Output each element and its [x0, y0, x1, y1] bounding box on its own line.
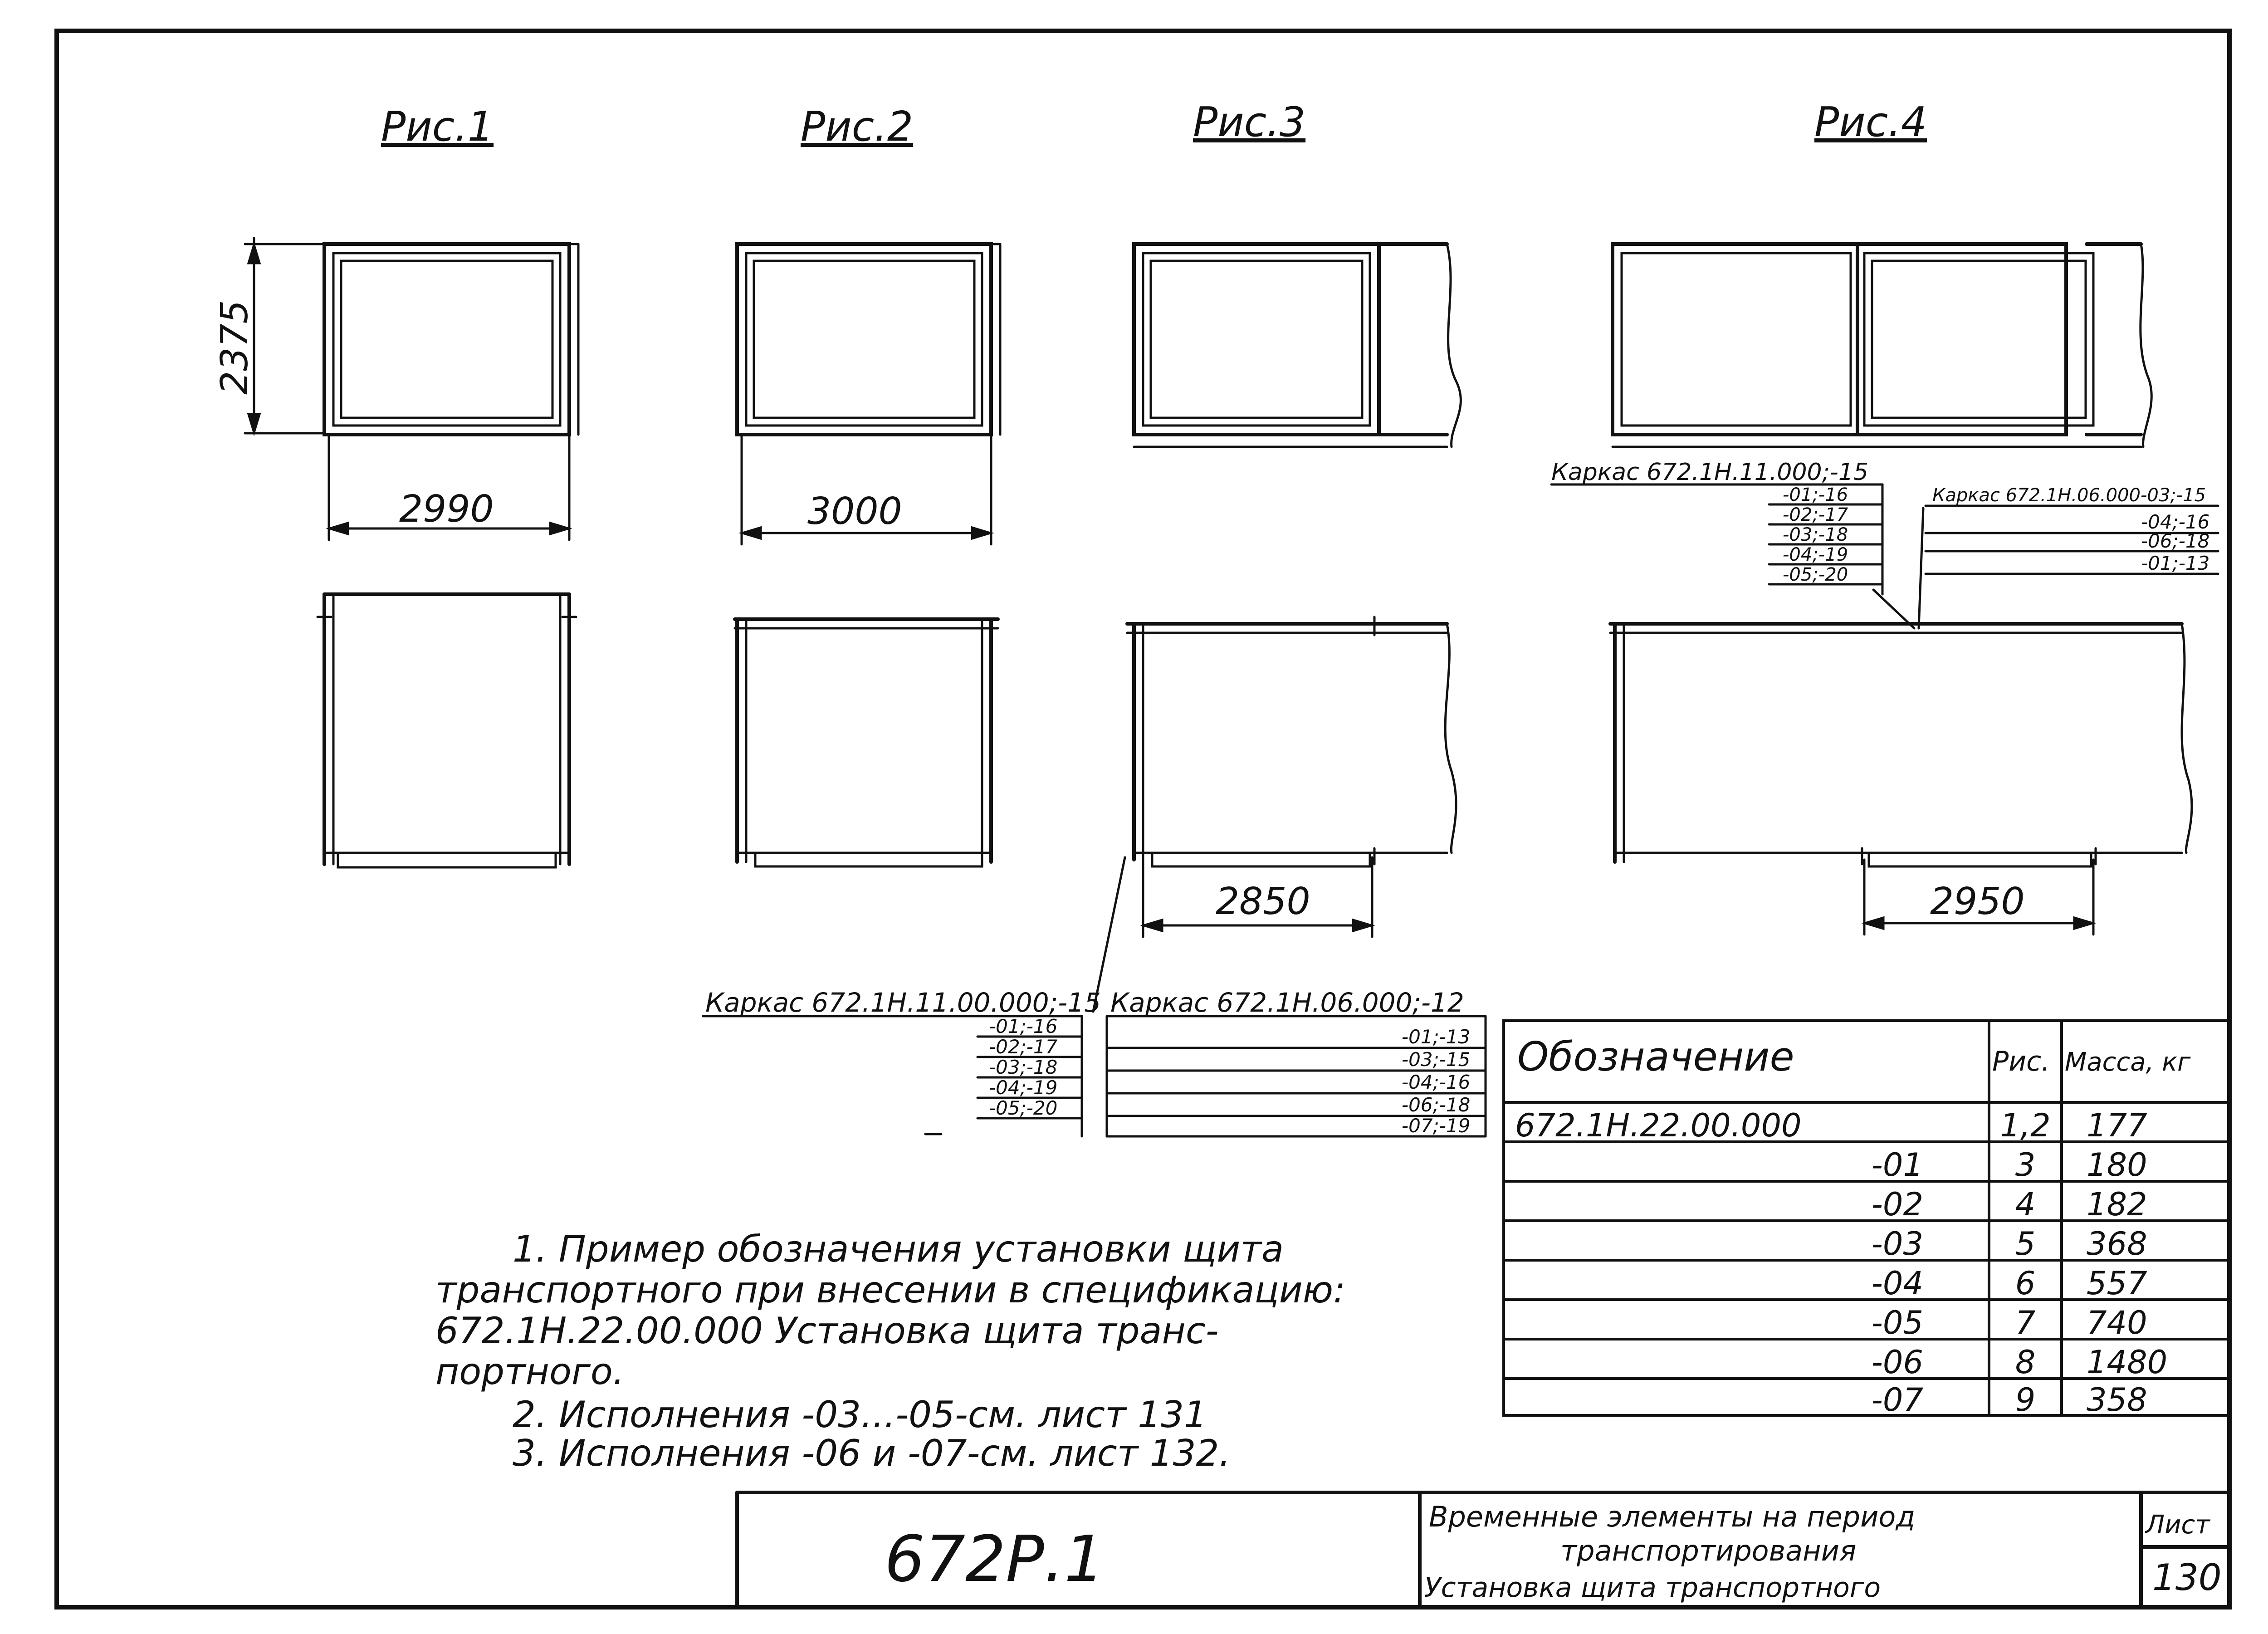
fig4-label: Рис.4 [1814, 98, 1927, 146]
fig1-height-value: 2375 [213, 300, 256, 395]
sheet-number: 130 [2152, 1556, 2222, 1599]
fig2-plan [735, 619, 998, 866]
fig4-callout-right-title: Каркас 672.1Н.06.000-03;-15 [1932, 485, 2206, 506]
fig3-callout-right-title: Каркас 672.1Н.06.000;-12 [1110, 987, 1464, 1018]
fig1-elevation [324, 244, 578, 435]
table-row-fig: 4 [2015, 1186, 2036, 1223]
fig3-width-value: 2850 [1216, 880, 1310, 923]
fig3-callout-right-line: -01;-13 [1402, 1026, 1471, 1048]
title-line-2: транспортирования [1560, 1534, 1857, 1567]
fig1-label: Рис.1 [381, 103, 494, 151]
table-row-designation: -05 [1871, 1304, 1923, 1341]
table-row-mass: 182 [2087, 1186, 2147, 1223]
sheet-label: Лист [2146, 1510, 2210, 1540]
table-row-mass: 368 [2087, 1225, 2147, 1262]
fig3-callout-left-line: -02;-17 [989, 1036, 1058, 1058]
fig3-callout-right-line: -06;-18 [1402, 1094, 1471, 1116]
fig4-width-value: 2950 [1930, 880, 2025, 923]
table-row-fig: 3 [2015, 1146, 2036, 1184]
fig3-callout-left-line: -05;-20 [989, 1097, 1058, 1119]
fig3-callout-left-line: -01;-16 [989, 1015, 1058, 1037]
table-row-designation: -07 [1871, 1381, 1923, 1419]
table-row-designation: -06 [1871, 1344, 1923, 1381]
fig3-callout-right-line: -04;-16 [1402, 1071, 1471, 1093]
table-header-fig: Рис. [1992, 1046, 2050, 1077]
drawing-code: 672Р.1 [885, 1522, 1105, 1596]
table-row-fig: 1,2 [2000, 1107, 2051, 1144]
fig4-callout-left-line: -05;-20 [1783, 564, 1848, 585]
title-line-1: Временные элементы на период [1429, 1500, 1916, 1533]
table-row-designation: -02 [1871, 1186, 1923, 1223]
table-row-designation: 672.1Н.22.00.000 [1515, 1107, 1802, 1144]
note-line: 672.1Н.22.00.000 Установка щита транс- [435, 1310, 1219, 1352]
table-header-designation: Обозначение [1517, 1033, 1794, 1080]
fig3-callout-left-title: Каркас 672.1Н.11.00.000;-15 [705, 987, 1101, 1018]
table-row-mass: 358 [2087, 1381, 2147, 1419]
fig3-callout-left-line: -04;-19 [989, 1076, 1058, 1099]
note-line: 1. Пример обозначения установки щита [513, 1228, 1284, 1270]
table-row-mass: 1480 [2087, 1344, 2168, 1381]
table-row-designation: -04 [1871, 1265, 1923, 1302]
fig2-elevation [737, 244, 1000, 435]
fig2-label: Рис.2 [801, 103, 914, 151]
fig4-callout-left-line: -02;-17 [1783, 504, 1848, 525]
note-line: транспортного при внесении в спецификацию: [435, 1269, 1346, 1311]
fig1-height-dimension [245, 238, 322, 433]
fig1-width-value: 2990 [399, 488, 494, 531]
table-row-mass: 740 [2087, 1304, 2147, 1341]
table-row-fig: 9 [2015, 1381, 2036, 1419]
title-line-3: Установка щита транспортного [1424, 1572, 1881, 1604]
table-row-fig: 6 [2015, 1265, 2036, 1302]
fig4-callout-right-line: -06;-18 [2141, 530, 2210, 552]
fig3-elevation [1134, 244, 1461, 447]
fig4-callout-left-title: Каркас 672.1Н.11.000;-15 [1551, 459, 1869, 486]
table-row-mass: 177 [2087, 1107, 2147, 1144]
table-row-fig: 8 [2015, 1344, 2036, 1381]
fig4-callout-left-line: -03;-18 [1783, 524, 1848, 545]
fig2-width-value: 3000 [807, 490, 902, 533]
note-line: 2. Исполнения -03...-05-см. лист 131 [513, 1394, 1207, 1436]
fig4-leader-right [1919, 508, 1923, 628]
fig1-plan [318, 594, 576, 867]
fig3-plan [1127, 617, 1456, 866]
table-row-fig: 7 [2015, 1304, 2036, 1341]
fig4-callout-left-line: -04;-19 [1783, 544, 1848, 565]
fig4-callout-left-line: -01;-16 [1783, 484, 1848, 505]
fig4-callout-right-line: -04;-16 [2141, 511, 2210, 533]
table-row-mass: 557 [2087, 1265, 2147, 1302]
fig4-elevation [1613, 244, 2151, 447]
table-row-fig: 5 [2015, 1225, 2036, 1262]
note-line: 3. Исполнения -06 и -07-см. лист 132. [513, 1432, 1231, 1474]
table-header-mass: Масса, кг [2065, 1047, 2191, 1077]
fig4-callout-right-line: -01;-13 [2141, 552, 2210, 574]
note-line: портного. [435, 1350, 625, 1393]
table-row-mass: 180 [2087, 1146, 2147, 1184]
fig3-callout-left-line: -03;-18 [989, 1056, 1058, 1078]
fig3-callout-right-line: -07;-19 [1402, 1115, 1471, 1137]
fig3-label: Рис.3 [1193, 98, 1306, 146]
fig3-callout-right-line: -03;-15 [1402, 1048, 1471, 1071]
fig4-plan [1610, 624, 2192, 866]
table-row-designation: -03 [1871, 1225, 1923, 1262]
table-row-designation: -01 [1871, 1146, 1923, 1184]
